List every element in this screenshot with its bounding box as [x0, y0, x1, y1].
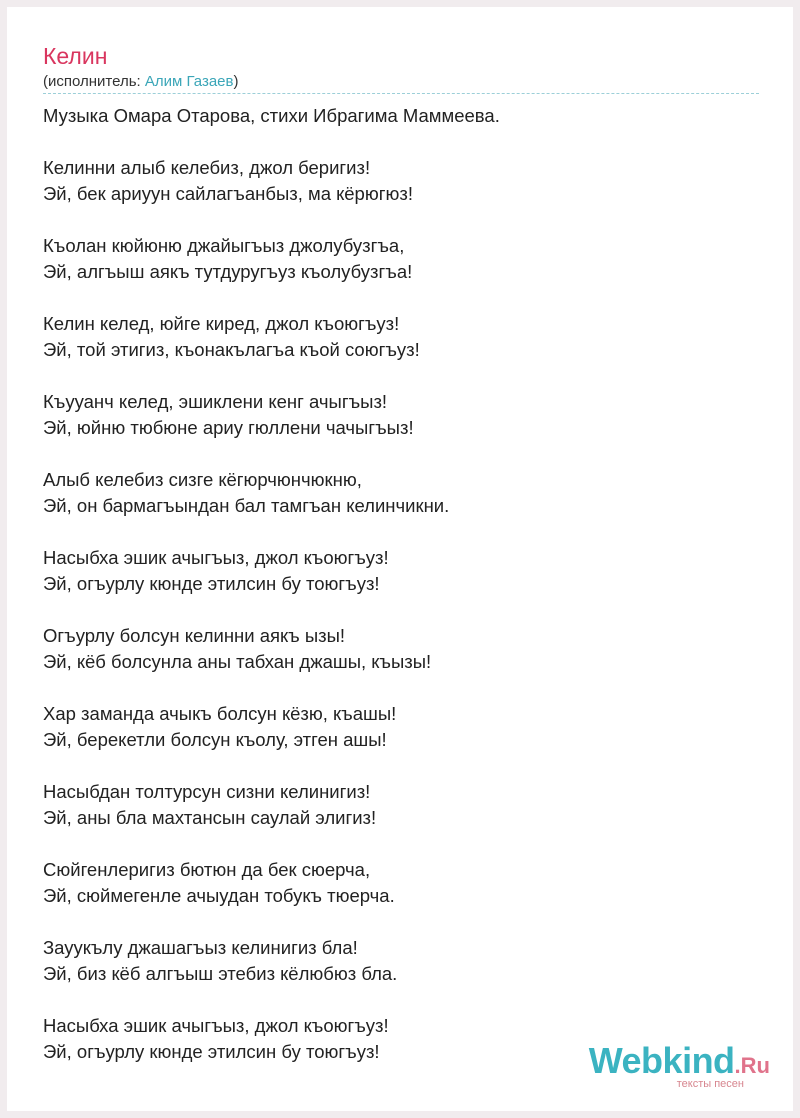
- lyric-line: Эй, огъурлу кюнде этилсин бу тоюгъуз!: [43, 1041, 380, 1062]
- stanza: [43, 935, 763, 987]
- lyric-line: Эй, той этигиз, къонакълагъа къой союгъуз!: [43, 339, 420, 360]
- lyric-line: Эй, он бармагъындан бал тамгъан келинчикни.: [43, 495, 450, 516]
- lyric-line: Къолан кюйюню джайыгъыз джолубузгъа,: [43, 235, 405, 256]
- lyric-line: Келинни алыб келебиз, джол беригиз!: [43, 157, 371, 178]
- logo-tld: .Ru: [734, 1053, 770, 1078]
- lyric-line: Насыбха эшик ачыгъыз, джол къоюгъуз!: [43, 547, 389, 568]
- lyric-line: Огъурлу болсун келинни аякъ ызы!: [43, 625, 346, 646]
- stanza: [43, 857, 763, 909]
- artist-link[interactable]: Алим Газаев: [144, 73, 234, 90]
- stanza: [43, 467, 763, 519]
- stanza: [43, 623, 763, 675]
- lyric-line: Эй, аны бла махтансын саулай элигиз!: [43, 807, 377, 828]
- divider: [43, 93, 759, 94]
- lyrics-sheet: [7, 7, 793, 1111]
- lyric-line: Келин келед, юйге киред, джол къоюгъуз!: [43, 313, 400, 334]
- lyric-line: Алыб келебиз сизге кёгюрчюнчюкню,: [43, 469, 362, 490]
- stanza: [43, 779, 763, 831]
- site-logo[interactable]: [588, 1040, 770, 1090]
- stanza: [43, 701, 763, 753]
- lyric-line: Эй, юйню тюбюне ариу гюллени чачыгъыз!: [43, 417, 414, 438]
- logo-brand-text: Webkind: [588, 1040, 735, 1081]
- lyric-line: Эй, алгъыш аякъ тутдуругъуз къолубузгъа!: [43, 261, 413, 282]
- stanza: [43, 233, 763, 285]
- lyric-line: Зауукълу джашагъыз келинигиз бла!: [43, 937, 358, 958]
- stanza: [43, 545, 763, 597]
- lyric-line: Эй, сюймегенле ачыудан тобукъ тюерча.: [43, 885, 395, 906]
- stanza: [43, 389, 763, 441]
- artist-prefix: (исполнитель:: [43, 73, 145, 90]
- credits: [43, 103, 763, 129]
- lyric-line: Эй, биз кёб алгъыш этебиз кёлюбюз бла.: [43, 963, 398, 984]
- lyrics-body: [43, 103, 763, 1091]
- lyric-line: Эй, бек ариуун сайлагъанбыз, ма кёрюгюз!: [43, 183, 413, 204]
- logo-subtitle: тексты песен: [676, 1078, 744, 1090]
- lyric-line: Эй, кёб болсунла аны табхан джашы, къызы!: [43, 651, 432, 672]
- lyric-line: Насыбдан толтурсун сизни келинигиз!: [43, 781, 371, 802]
- lyric-line: Хар заманда ачыкъ болсун кёзю, къашы!: [43, 703, 397, 724]
- stanza: [43, 155, 763, 207]
- lyric-line: Эй, огъурлу кюнде этилсин бу тоюгъуз!: [43, 573, 380, 594]
- song-title: Келин: [43, 43, 108, 69]
- artist-line: [43, 73, 238, 91]
- lyric-line: Эй, берекетли болсун къолу, этген ашы!: [43, 729, 387, 750]
- lyric-line: Сюйгенлеригиз бютюн да бек сюерча,: [43, 859, 371, 880]
- lyric-line: Насыбха эшик ачыгъыз, джол къоюгъуз!: [43, 1015, 389, 1036]
- artist-suffix: ): [233, 73, 239, 90]
- lyric-line: Къууанч келед, эшиклени кенг ачыгъыз!: [43, 391, 388, 412]
- credits-line: Музыка Омара Отарова, стихи Ибрагима Маммеева.: [43, 105, 500, 126]
- stanza: [43, 311, 763, 363]
